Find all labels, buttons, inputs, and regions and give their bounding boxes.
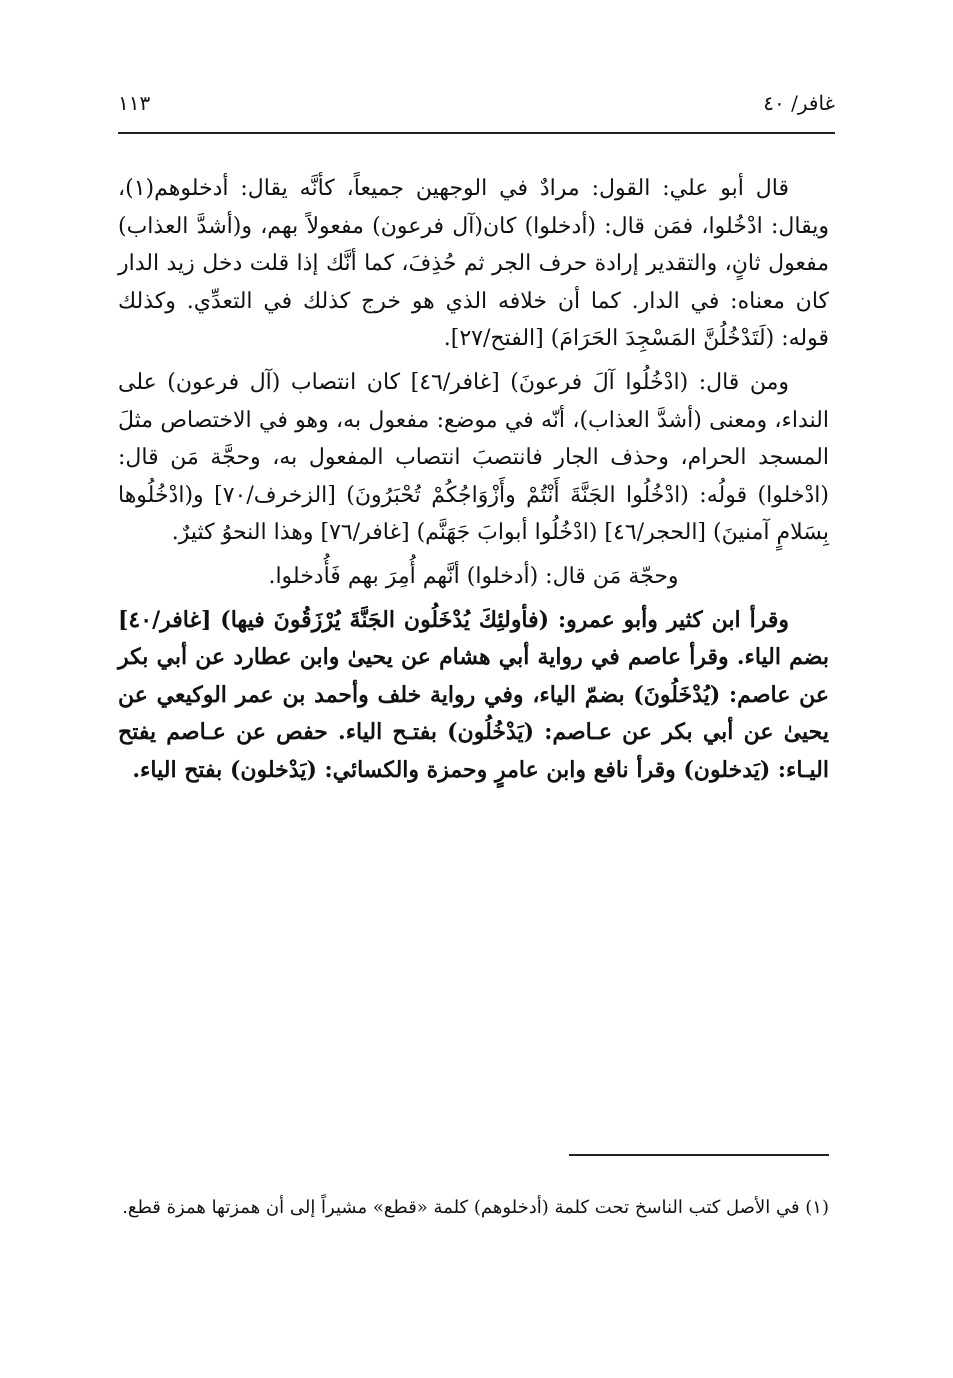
running-head bbox=[118, 88, 835, 118]
footnote-rule bbox=[569, 1154, 829, 1156]
paragraph-4: وقرأ ابن كثير وأبو عمرو: (فأولئِكَ يُدْخَلُون الجَنَّةَ يُرْزَقُونَ فيها) [غافر/٤٠] بضم الياء. وقرأ عاصم في رواية أبي هشام عن يحيىٰ وابن عطارد عن أبي بكر عن عاصم: (يُدْخَلُونَ) بضمّ الياء، وفي رواية خلف وأحمد بن عمر الوكيعي عن يحيىٰ عن أبي بكر عن عـاصم: (يَدْخُلُون) بفتـح الياء. حفص عن عـاصم يفتح اليـاء: (يَدخلون) وقرأ نافع وابن عامرٍ وحمزة والكسائي: (يَدْخلون) بفتح الياء. bbox=[118, 606, 829, 783]
running-head-title: غافر/ ٤٠ bbox=[763, 91, 835, 115]
footnote: (١) في الأصل كتب الناسخ تحت كلمة (أدخلوهم) كلمة «قطع» مشيراً إلى أن همزتها همزة قطع. bbox=[122, 1197, 829, 1218]
paragraph-2: ومن قال: (ادْخُلُوا آلَ فرعونَ) [غافر/٤٦] كان انتصاب (آل فرعون) على النداء، ومعنى (أشدَّ العذاب)، أنّه في موضع: مفعول به، وهو في الاختصاص مثلَ المسجد الحرام، وحذف الجار فانتصبَ انتصاب المفعول به، وحجَّة مَن قال: (ادْخلوا) قولُه: (ادْخُلُوا الجَنَّةَ أَنْتُمْ وأَزْوَاجُكُمْ تُحْبَرُونَ) [الزخرف/٧٠] و(ادْخُلُوها بِسَلامٍ آمنينَ) [الحجر/٤٦] (ادْخُلُوا أبوابَ جَهَنَّم) [غافر/٧٦] وهذا النحوُ كثيرٌ. bbox=[118, 369, 829, 546]
header-rule bbox=[118, 132, 835, 134]
body-text bbox=[118, 170, 829, 796]
page-number: ١١٣ bbox=[118, 91, 151, 115]
paragraph-1: قال أبو علي: القول: مرادٌ في الوجهين جميعاً، كأنَّه يقال: أدخلوهم(١)، ويقال: ادْخُلوا، فمَن قال: (أدخلوا) كان(آل فرعون) مفعولاً بهم، و(أشدَّ العذاب) مفعول ثانٍ، والتقدير إرادة حرف الجر ثم حُذِفَ، كما أنَّك إذا قلت دخل زيد الدار كان معناه: في الدار. كما أن خلافه الذي هو خرج كذلك في التعدِّي. وكذلك قوله: (لَتَدْخُلُنَّ المَسْجِدَ الحَرَامَ) [الفتح/٢٧]. bbox=[118, 176, 829, 352]
paragraph-3: وحجّة مَن قال: (أدخلوا) أنَّهم أُمِرَ بهم فَأُدخلوا. bbox=[268, 563, 679, 589]
